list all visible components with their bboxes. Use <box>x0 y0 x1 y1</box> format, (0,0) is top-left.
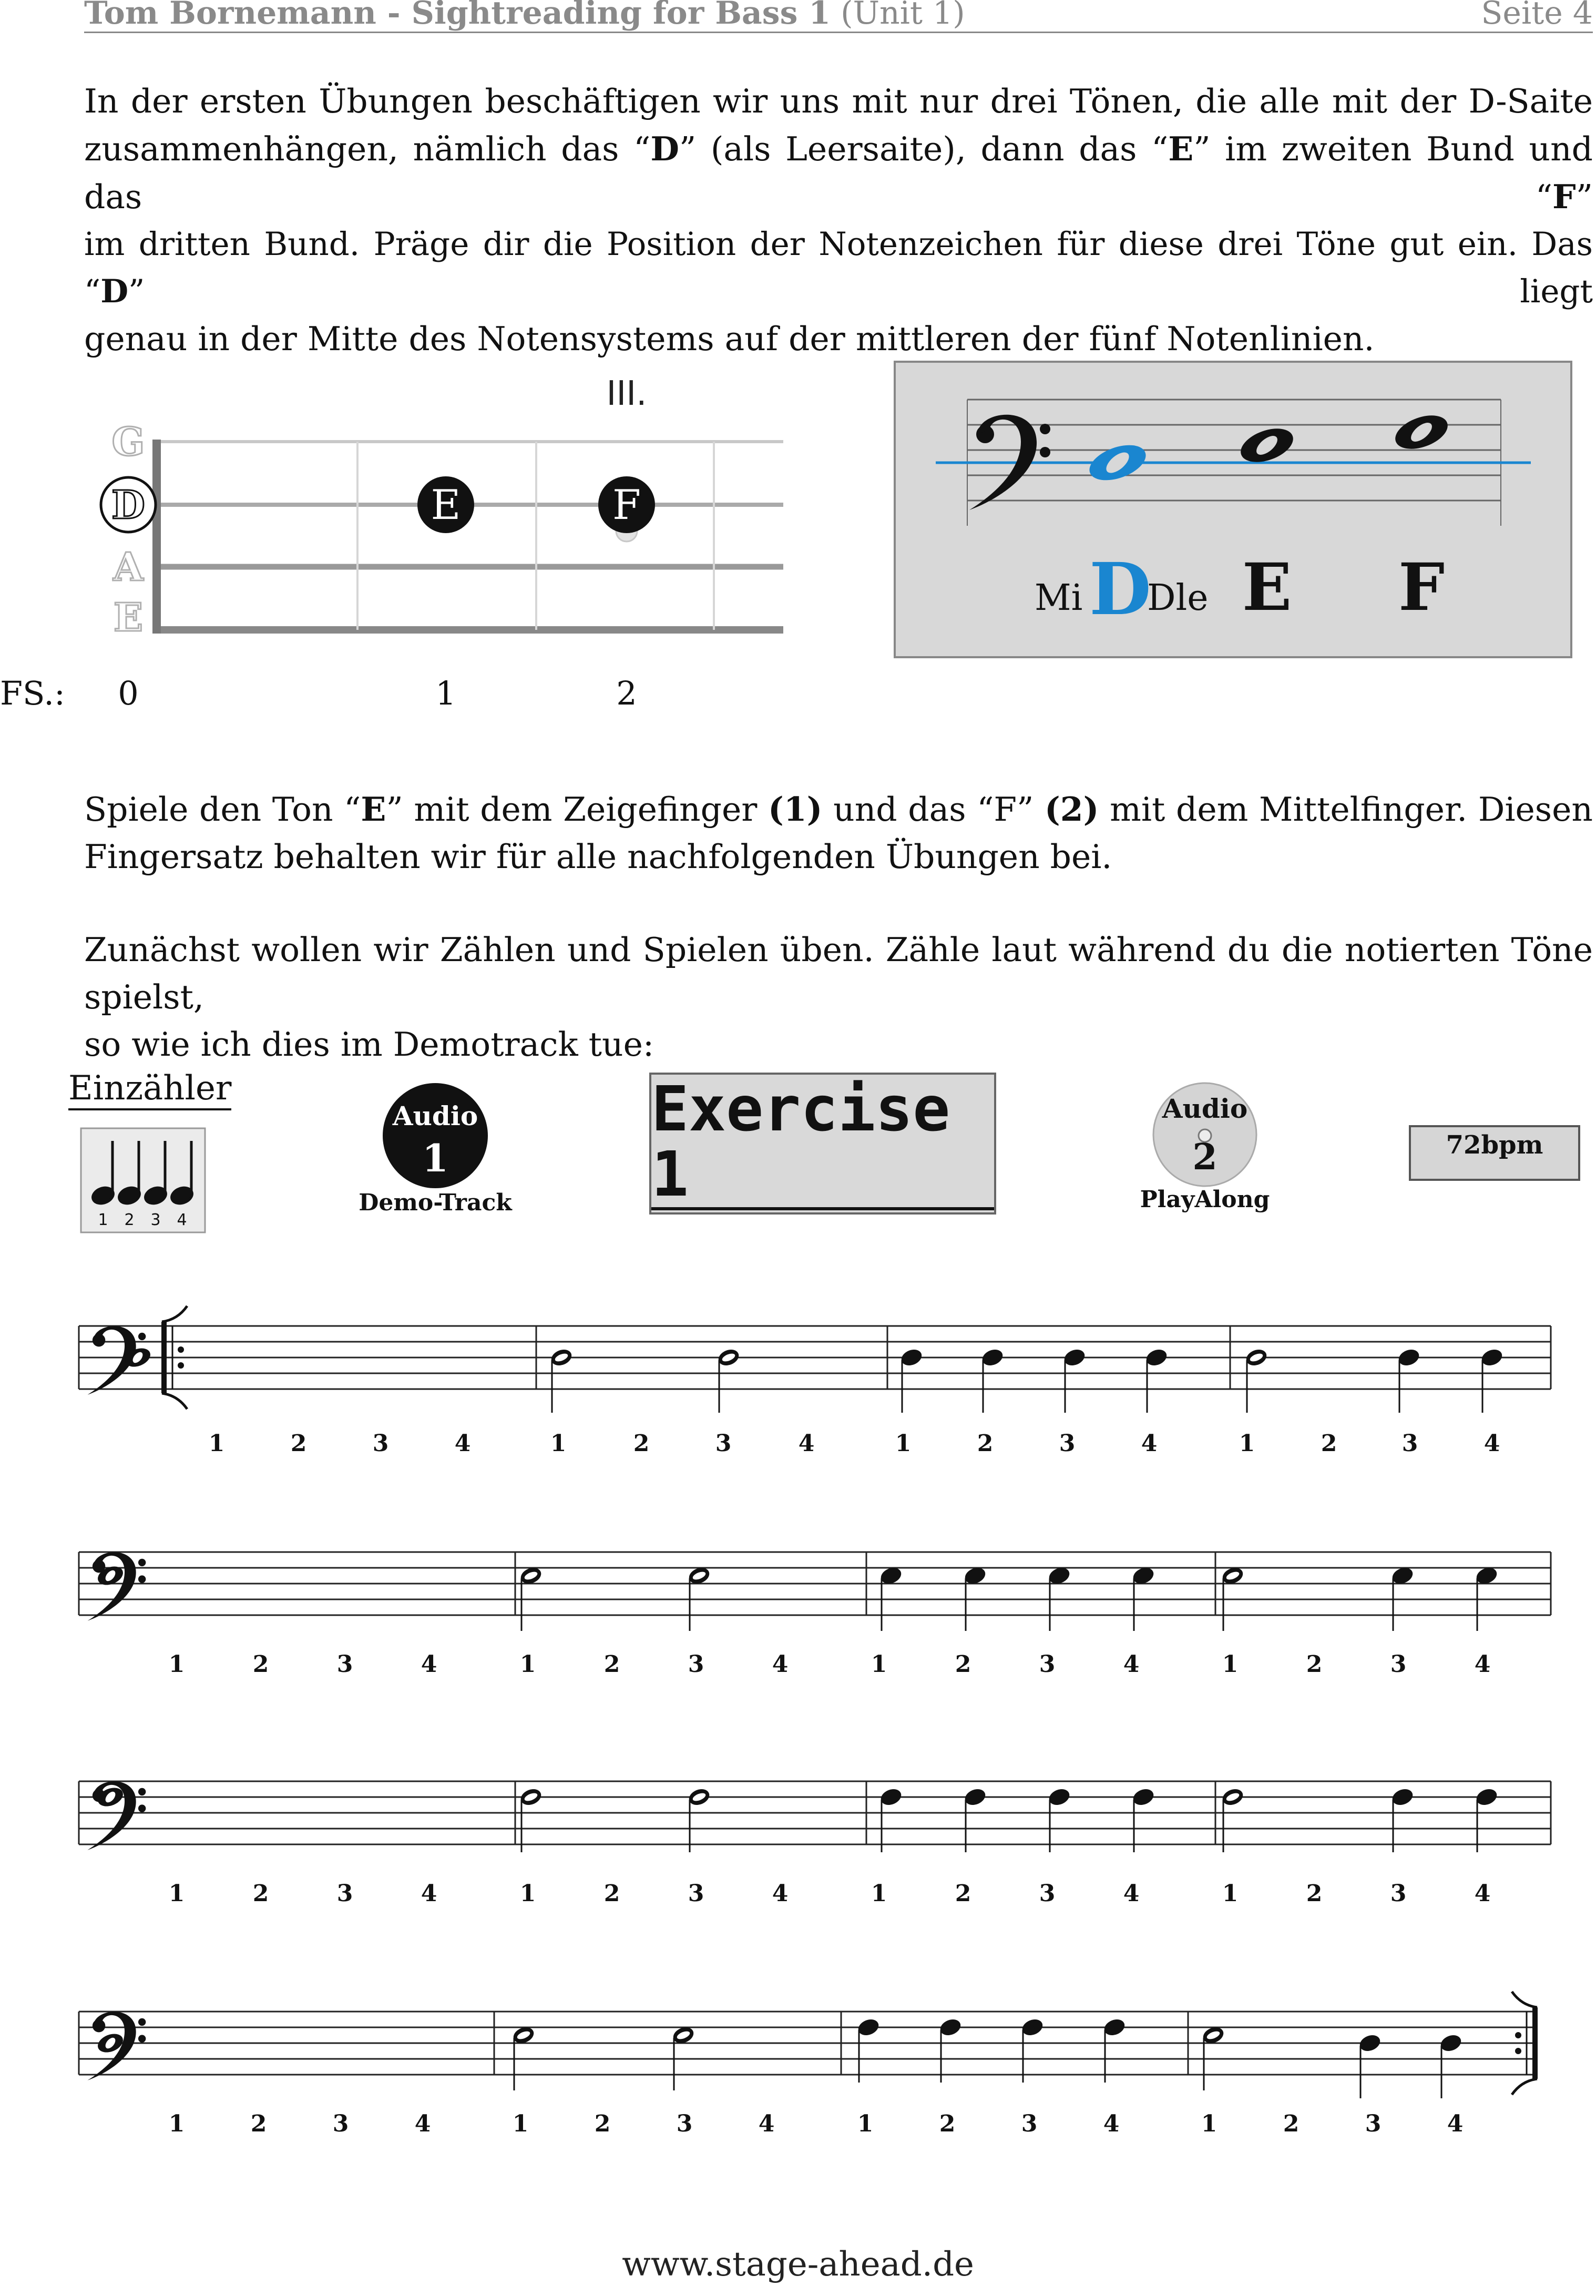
count-label: 2 <box>290 1430 307 1457</box>
count-label: 3 <box>1021 2110 1038 2137</box>
bass-clef <box>87 1552 146 1621</box>
count-label: 3 <box>1365 2110 1382 2137</box>
count-label: 1 <box>208 1430 225 1457</box>
count-in-beat: 1 <box>98 1211 108 1229</box>
note-marker-e-label: E <box>431 482 461 529</box>
string-label-e: E <box>113 595 144 640</box>
count-label: 4 <box>758 2110 775 2137</box>
label-f: F <box>1398 549 1445 626</box>
count-label: 1 <box>168 1880 185 1907</box>
counting-line: so wie ich dies im Demotrack tue: <box>84 1025 654 1064</box>
count-label: 2 <box>594 2110 611 2137</box>
count-label: 3 <box>336 1880 353 1907</box>
page-number: Seite 4 <box>1481 0 1593 32</box>
intro-line: In der ersten Übungen beschäftigen wir uns mit nur drei Tönen, die alle mit der D-Saite <box>84 82 1593 120</box>
count-label: 3 <box>336 1651 353 1678</box>
count-label: 1 <box>895 1430 912 1457</box>
count-label: 4 <box>1474 1880 1491 1907</box>
repeat-bracket <box>162 1393 187 1409</box>
count-label: 1 <box>519 1880 536 1907</box>
count-label: 4 <box>1484 1430 1500 1457</box>
count-label: 2 <box>1306 1651 1323 1678</box>
count-label: 1 <box>871 1880 887 1907</box>
count-label: 2 <box>250 2110 267 2137</box>
count-label: 4 <box>414 2110 431 2137</box>
repeat-bracket <box>1512 1992 1537 2007</box>
count-label: 3 <box>1039 1651 1056 1678</box>
count-label: 1 <box>871 1651 887 1678</box>
audio-2-caption: PlayAlong <box>1140 1186 1270 1213</box>
count-label: 1 <box>1201 2110 1218 2137</box>
count-label: 1 <box>1222 1880 1239 1907</box>
fingering-0: 0 <box>118 674 139 712</box>
repeat-bracket <box>1512 2079 1537 2095</box>
count-label: 4 <box>1123 1651 1140 1678</box>
intro-line: genau in der Mitte des Notensystems auf der mittleren der fünf Notenlinien. <box>84 320 1375 358</box>
audio-1-number: 1 <box>422 1136 449 1180</box>
count-label: 3 <box>1039 1880 1056 1907</box>
count-label: 3 <box>688 1880 704 1907</box>
count-label: 2 <box>1321 1430 1337 1457</box>
mnemonic-d: D <box>1089 547 1151 631</box>
position-label: III. <box>606 374 647 413</box>
count-label: 2 <box>1306 1880 1323 1907</box>
string-label-g: G <box>111 420 145 465</box>
count-label: 1 <box>857 2110 874 2137</box>
count-label: 1 <box>1222 1651 1239 1678</box>
count-label: 4 <box>1474 1651 1491 1678</box>
header-title: Tom Bornemann - Sightreading for Bass 1 (Unit 1) <box>84 0 965 32</box>
count-label: 3 <box>688 1651 704 1678</box>
note-marker-f-label: F <box>612 482 641 529</box>
count-label: 2 <box>1283 2110 1300 2137</box>
count-label: 3 <box>715 1430 732 1457</box>
count-label: 3 <box>1390 1651 1407 1678</box>
count-label: 1 <box>168 1651 185 1678</box>
count-label: 4 <box>798 1430 815 1457</box>
count-label: 1 <box>550 1430 567 1457</box>
count-label: 2 <box>603 1651 620 1678</box>
count-label: 2 <box>955 1651 971 1678</box>
count-label: 2 <box>939 2110 956 2137</box>
count-label: 4 <box>772 1880 789 1907</box>
count-label: 4 <box>1103 2110 1120 2137</box>
count-label: 2 <box>603 1880 620 1907</box>
count-label: 2 <box>252 1880 269 1907</box>
audio-2-number: 2 <box>1192 1136 1218 1178</box>
count-label: 4 <box>1123 1880 1140 1907</box>
count-in-label: Einzähler <box>68 1068 231 1110</box>
count-label: 4 <box>454 1430 471 1457</box>
count-label: 3 <box>332 2110 349 2137</box>
count-label: 4 <box>421 1651 437 1678</box>
audio-1-label: Audio <box>392 1100 478 1131</box>
repeat-dot <box>178 1362 184 1369</box>
count-label: 2 <box>977 1430 994 1457</box>
count-label: 1 <box>512 2110 529 2137</box>
count-in-beat: 2 <box>124 1211 135 1229</box>
counting-line: Zunächst wollen wir Zählen und Spielen üben. Zähle laut während du die notierten Töne spielst, <box>84 931 1593 1016</box>
exercise-title: Exercise 1 <box>651 1077 994 1210</box>
count-label: 4 <box>1141 1430 1158 1457</box>
tempo-box: 72bpm <box>1409 1125 1580 1181</box>
audio-2-label: Audio <box>1162 1093 1248 1124</box>
count-label: 3 <box>676 2110 693 2137</box>
mnemonic-mi: Mi <box>1035 577 1083 619</box>
count-label: 4 <box>421 1880 437 1907</box>
count-label: 1 <box>168 2110 185 2137</box>
repeat-dot <box>1515 2032 1521 2038</box>
count-label: 3 <box>372 1430 389 1457</box>
count-label: 2 <box>633 1430 650 1457</box>
fingering-2: 2 <box>616 674 637 712</box>
fingering-1: 1 <box>435 674 456 712</box>
mnemonic-dle: Dle <box>1147 577 1209 619</box>
intro-line: zusammenhängen, nämlich das “D” (als Leersaite), dann das “E” im zweiten Bund und das “F” <box>84 129 1593 216</box>
fingering-line: Spiele den Ton “E” mit dem Zeigefinger (1) und das “F” (2) mit dem Mittelfinger. Diesen <box>84 790 1593 829</box>
count-label: 1 <box>1239 1430 1255 1457</box>
footer-url[interactable]: www.stage-ahead.de <box>622 2245 974 2284</box>
label-e: E <box>1242 549 1292 626</box>
count-label: 1 <box>519 1651 536 1678</box>
count-label: 2 <box>252 1651 269 1678</box>
repeat-bracket <box>162 1306 187 1322</box>
audio-1-caption: Demo-Track <box>359 1189 512 1216</box>
count-label: 3 <box>1059 1430 1076 1457</box>
repeat-dot <box>178 1346 184 1353</box>
count-in-beat: 4 <box>177 1211 187 1229</box>
count-label: 3 <box>1401 1430 1418 1457</box>
count-label: 2 <box>955 1880 971 1907</box>
intro-line: im dritten Bund. Präge dir die Position der Notenzeichen für diese drei Töne gut ein. Das “D” liegt <box>84 226 1593 310</box>
count-label: 4 <box>1447 2110 1464 2137</box>
string-label-d: D <box>111 483 146 528</box>
repeat-dot <box>1515 2048 1521 2054</box>
fingering-line: Fingersatz behalten wir für alle nachfolgenden Übungen bei. <box>84 838 1112 876</box>
count-in-beat: 3 <box>150 1211 161 1229</box>
count-label: 3 <box>1390 1880 1407 1907</box>
string-label-a: A <box>113 545 144 590</box>
fingering-label: FS.: <box>0 674 65 712</box>
count-label: 4 <box>772 1651 789 1678</box>
